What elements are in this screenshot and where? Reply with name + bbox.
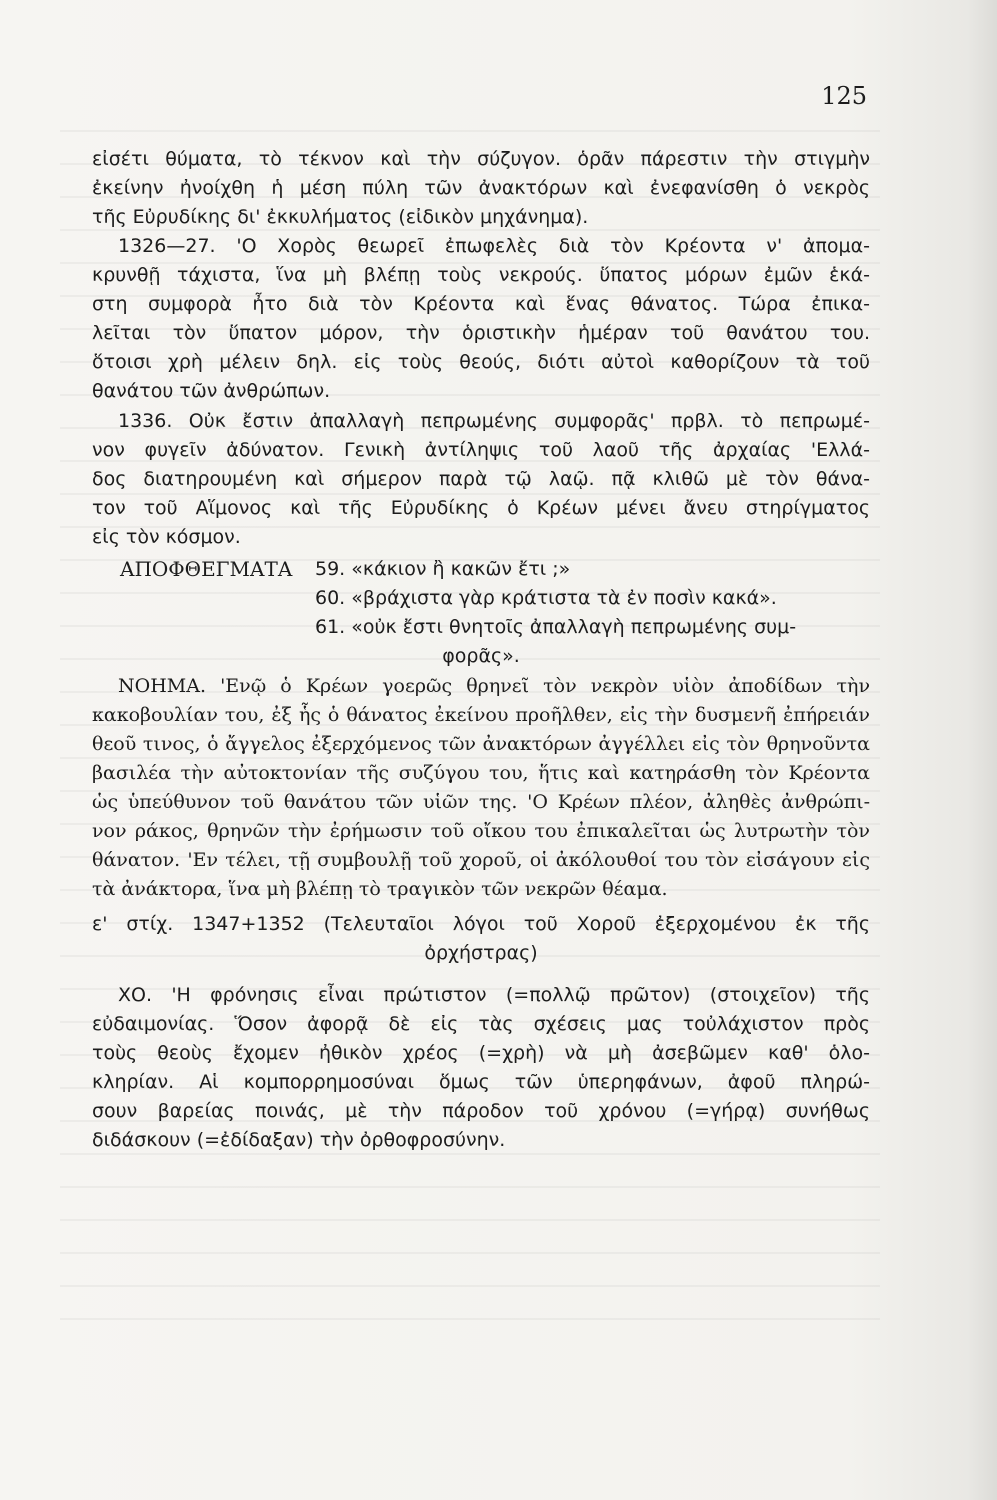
apofthegma-item: 59. «κάκιον ἢ κακῶν ἔτι ;» <box>315 558 571 580</box>
text-line: τον τοῦ Αἵμονος καὶ τῆς Εὐρυδίκης ὁ Κρέων μένει ἄνευ στηρίγματος <box>92 497 870 519</box>
text-line: τὰ ἀνάκτορα, ἵνα μὴ βλέπῃ τὸ τραγικὸν τῶν νεκρῶν θέαμα. <box>92 878 668 900</box>
text-line: ἐκείνην ἠνοίχθη ἡ μέση πύλη τῶν ἀνακτόρων καὶ ἐνεφανίσθη ὁ νεκρὸς <box>92 177 870 199</box>
text-line: λεῖται τὸν ὕπατον μόρον, τὴν ὁριστικὴν ἡμέραν τοῦ θανάτου του. <box>92 322 870 344</box>
text-line: ε' στίχ. 1347+1352 (Τελευταῖοι λόγοι τοῦ Χοροῦ ἐξερχομένου ἐκ τῆς <box>92 913 870 935</box>
text-line: 1336. Οὐκ ἔστιν ἀπαλλαγὴ πεπρωμένης συμφορᾶς' πρβλ. τὸ πεπρωμέ- <box>118 410 870 432</box>
text-line: θεοῦ τινος, ὁ ἄγγελος ἐξερχόμενος τῶν ἀνακτόρων ἀγγέλλει εἰς τὸν θρηνοῦντα <box>92 733 870 755</box>
apofthegmata-label: ΑΠΟΦΘΕΓΜΑΤΑ <box>120 557 293 581</box>
text-line: τοὺς θεοὺς ἔχομεν ἠθικὸν χρέος (=χρὴ) νὰ μὴ ἀσεβῶμεν καθ' ὁλο- <box>92 1042 870 1064</box>
text-line: εἰς τὸν κόσμον. <box>92 526 241 548</box>
page-number: 125 <box>821 82 867 110</box>
text-line: εὐδαιμονίας. Ὅσον ἀφορᾷ δὲ εἰς τὰς σχέσεις μας τοὐλάχιστον πρὸς <box>92 1013 870 1035</box>
text-line: εἰσέτι θύματα, τὸ τέκνον καὶ τὴν σύζυγον. ὁρᾶν πάρεστιν τὴν στιγμὴν <box>92 148 870 170</box>
text-line: διδάσκουν (=ἐδίδαξαν) τὴν ὀρθοφροσύνην. <box>92 1129 506 1151</box>
text-line: θανάτου τῶν ἀνθρώπων. <box>92 380 331 402</box>
text-line: δος διατηρουμένη καὶ σήμερον παρὰ τῷ λαῷ. πᾷ κλιθῶ μὲ τὸν θάνα- <box>92 468 870 490</box>
text-line: ὀρχήστρας) <box>424 942 538 964</box>
apofthegma-continuation: φορᾶς». <box>442 645 520 667</box>
text-line: στη συμφορὰ ἦτο διὰ τὸν Κρέοντα καὶ ἕνας θάνατος. Τώρα ἐπικα- <box>92 293 870 315</box>
text-line: σουν βαρείας ποινάς, μὲ τὴν πάροδον τοῦ χρόνου (=γήρᾳ) συνήθως <box>92 1100 870 1122</box>
text-line: κακοβουλίαν του, ἐξ ἧς ὁ θάνατος ἐκείνου προῆλθεν, εἰς τὴν δυσμενῆ ἐπήρειάν <box>92 704 870 726</box>
text-line: κληρίαν. Αἱ κομπορρημοσύναι ὅμως τῶν ὑπερηφάνων, ἀφοῦ πληρώ- <box>92 1071 870 1093</box>
text-line: ὅτοισι χρὴ μέλειν δηλ. εἰς τοὺς θεούς, διότι αὐτοὶ καθορίζουν τὰ τοῦ <box>92 351 870 373</box>
text-line: ὡς ὑπεύθυνον τοῦ θανάτου τῶν υἱῶν της. 'Ο Κρέων πλέον, ἀληθὲς ἀνθρώπι- <box>92 791 870 813</box>
text-line: θάνατον. 'Εν τέλει, τῇ συμβουλῇ τοῦ χοροῦ, οἱ ἀκόλουθοί του τὸν εἰσάγουν εἰς <box>92 849 870 871</box>
apofthegma-item: 61. «οὐκ ἔστι θνητοῖς ἀπαλλαγὴ πεπρωμένης συμ- <box>315 616 797 638</box>
text-line: 1326—27. 'Ο Χορὸς θεωρεῖ ἐπωφελὲς διὰ τὸν Κρέοντα ν' ἀπομα- <box>118 235 870 257</box>
text-line: νον ράκος, θρηνῶν τὴν ἐρήμωσιν τοῦ οἴκου του ἐπικαλεῖται ὡς λυτρωτὴν τὸν <box>92 820 870 842</box>
text-line: κρυνθῇ τάχιστα, ἵνα μὴ βλέπῃ τοὺς νεκρούς. ὕπατος μόρων ἐμῶν ἑκά- <box>92 264 870 286</box>
text-line: βασιλέα τὴν αὐτοκτονίαν τῆς συζύγου του, ἥτις καὶ κατηράσθη τὸν Κρέοντα <box>92 762 870 784</box>
text-line: τῆς Εὐρυδίκης δι' ἐκκυλήματος (εἰδικὸν μηχάνημα). <box>92 206 589 228</box>
text-line: νον φυγεῖν ἀδύνατον. Γενικὴ ἀντίληψις τοῦ λαοῦ τῆς ἀρχαίας 'Ελλά- <box>92 439 870 461</box>
apofthegma-item: 60. «βράχιστα γὰρ κράτιστα τὰ ἐν ποσὶν κακά». <box>315 587 777 609</box>
text-line: ΧΟ. 'Η φρόνησις εἶναι πρώτιστον (=πολλῷ πρῶτον) (στοιχεῖον) τῆς <box>118 984 870 1006</box>
text-line: ΝΟΗΜΑ. 'Ενῷ ὁ Κρέων γοερῶς θρηνεῖ τὸν νεκρὸν υἱὸν ἀποδίδων τὴν <box>118 675 870 697</box>
